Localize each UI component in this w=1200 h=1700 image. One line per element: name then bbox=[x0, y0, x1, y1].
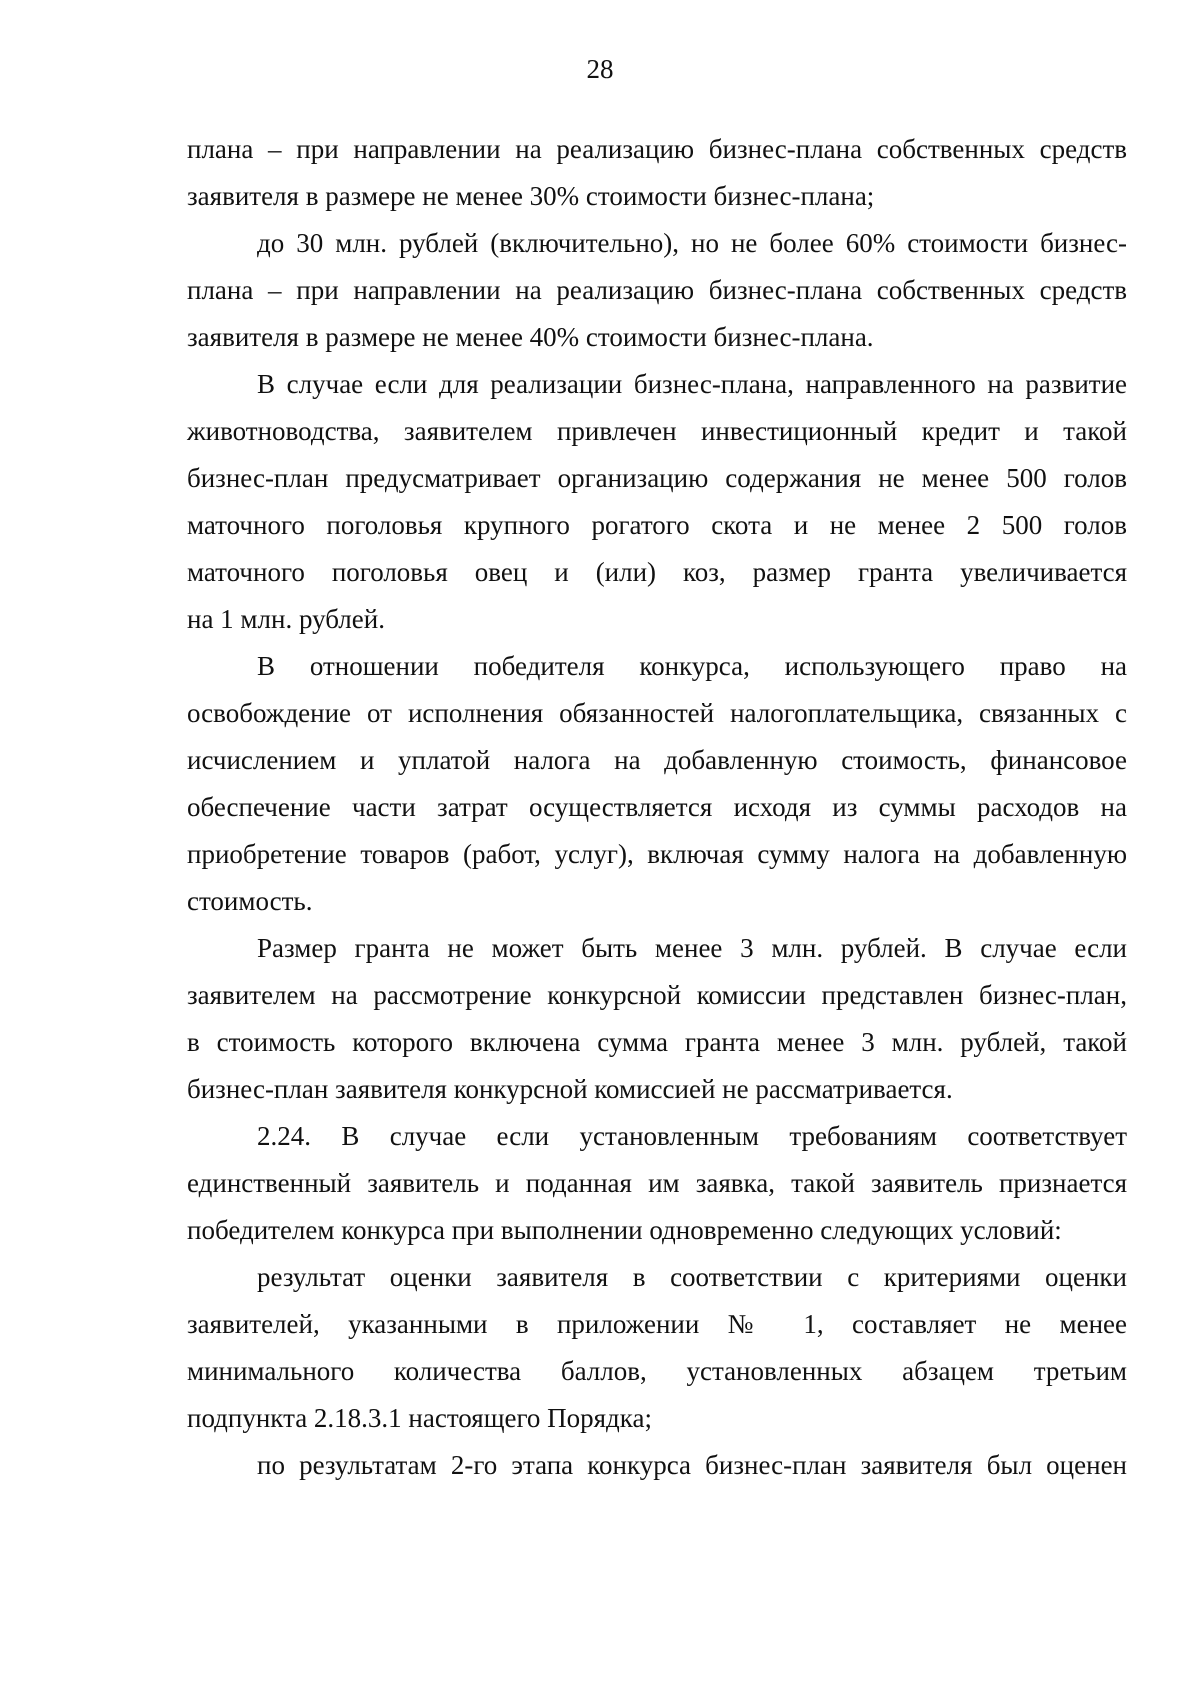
text-line: маточного поголовья овец и (или) коз, размер гранта увеличивается bbox=[187, 557, 1127, 587]
text-line: бизнес-план предусматривает организацию содержания не менее 500 голов bbox=[187, 463, 1127, 493]
text-line: результат оценки заявителя в соответствии с критериями оценки bbox=[257, 1262, 1127, 1292]
text-line: маточного поголовья крупного рогатого скота и не менее 2 500 голов bbox=[187, 510, 1127, 540]
text-line: Размер гранта не может быть менее 3 млн. рублей. В случае если bbox=[257, 933, 1127, 963]
document-body bbox=[187, 126, 1127, 1489]
page-number: 28 bbox=[586, 54, 614, 84]
text-line: до 30 млн. рублей (включительно), но не более 60% стоимости бизнес- bbox=[257, 228, 1127, 258]
text-line: обеспечение части затрат осуществляется исходя из суммы расходов на bbox=[187, 792, 1127, 822]
text-line: плана – при направлении на реализацию бизнес-плана собственных средств bbox=[187, 134, 1127, 164]
text-line: исчислением и уплатой налога на добавленную стоимость, финансовое bbox=[187, 745, 1127, 775]
text-line: животноводства, заявителем привлечен инвестиционный кредит и такой bbox=[187, 416, 1127, 446]
text-line: единственный заявитель и поданная им заявка, такой заявитель признается bbox=[187, 1168, 1127, 1198]
text-line: на 1 млн. рублей. bbox=[187, 604, 385, 634]
text-line: стоимость. bbox=[187, 886, 313, 916]
text-line: бизнес-план заявителя конкурсной комиссией не рассматривается. bbox=[187, 1074, 953, 1104]
text-line: заявителя в размере не менее 30% стоимости бизнес-плана; bbox=[187, 181, 875, 211]
text-line: 2.24. В случае если установленным требованиям соответствует bbox=[257, 1121, 1127, 1151]
text-line: минимального количества баллов, установленных абзацем третьим bbox=[187, 1356, 1127, 1386]
text-line: в стоимость которого включена сумма гранта менее 3 млн. рублей, такой bbox=[187, 1027, 1127, 1057]
text-line: приобретение товаров (работ, услуг), включая сумму налога на добавленную bbox=[187, 839, 1127, 869]
text-line: по результатам 2-го этапа конкурса бизнес-план заявителя был оценен bbox=[257, 1450, 1127, 1480]
text-line: заявителя в размере не менее 40% стоимости бизнес-плана. bbox=[187, 322, 874, 352]
text-line: В случае если для реализации бизнес-плана, направленного на развитие bbox=[257, 369, 1127, 399]
text-line: подпункта 2.18.3.1 настоящего Порядка; bbox=[187, 1403, 652, 1433]
text-line: победителем конкурса при выполнении одновременно следующих условий: bbox=[187, 1215, 1062, 1245]
text-line: В отношении победителя конкурса, использующего право на bbox=[257, 651, 1127, 681]
text-line: заявителем на рассмотрение конкурсной комиссии представлен бизнес-план, bbox=[187, 980, 1127, 1010]
text-line: плана – при направлении на реализацию бизнес-плана собственных средств bbox=[187, 275, 1127, 305]
text-line: заявителей, указанными в приложении № 1, составляет не менее bbox=[187, 1309, 1127, 1339]
text-line: освобождение от исполнения обязанностей налогоплательщика, связанных с bbox=[187, 698, 1127, 728]
